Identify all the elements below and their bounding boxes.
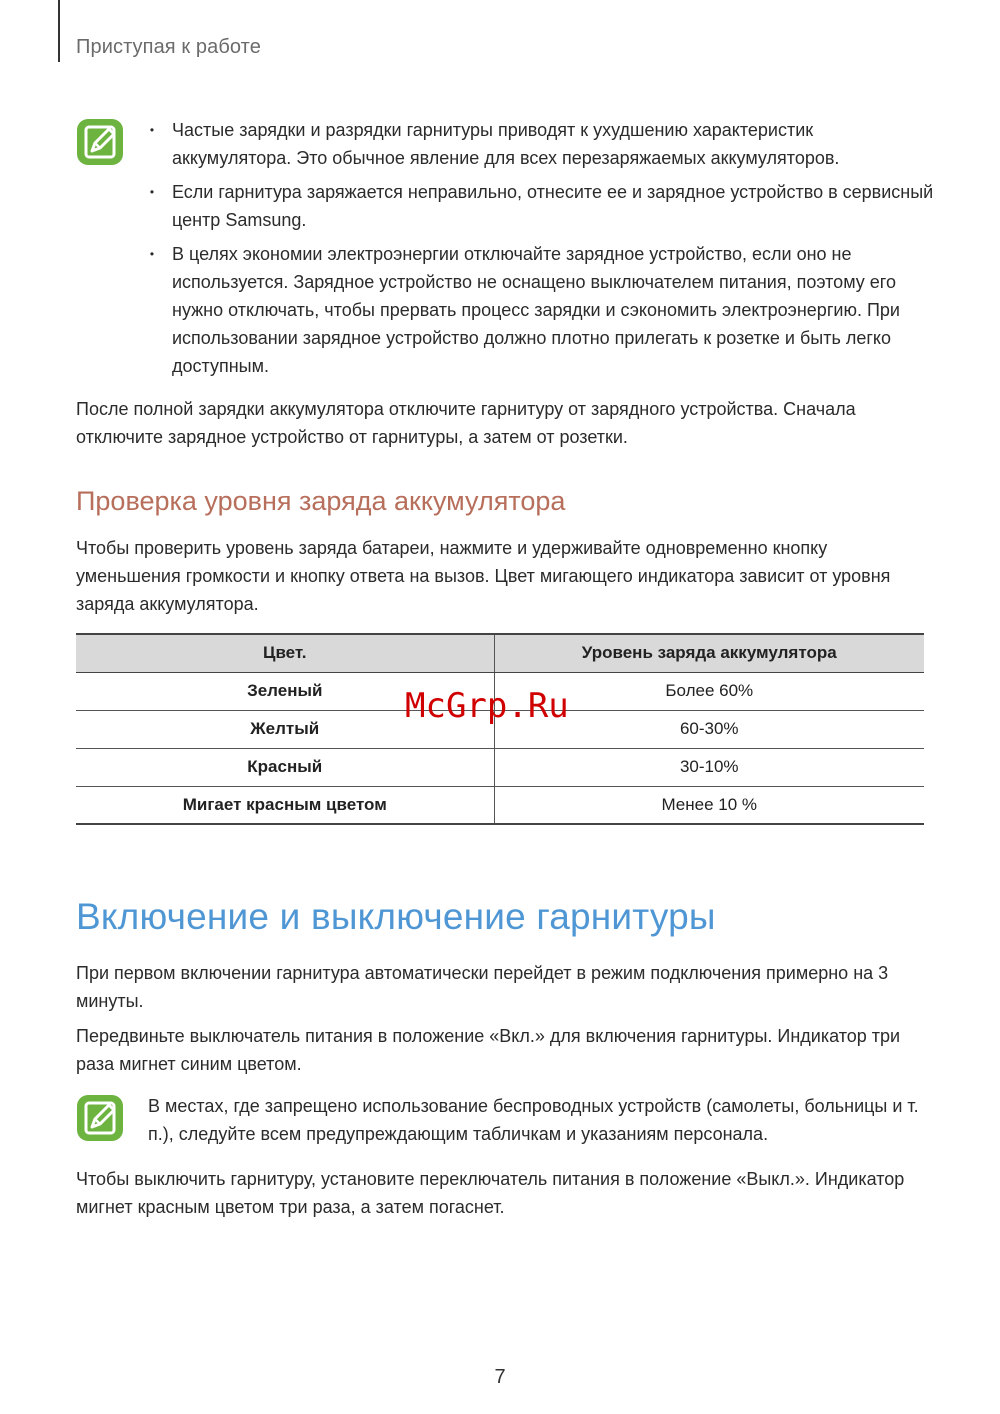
list-item: • Если гарнитура заряжается неправильно, отнесите ее и зарядное устройство в сервисный центр Samsung. xyxy=(149,182,934,230)
list-item-text: В целях экономии электроэнергии отключайте зарядное устройство, если оно не используется. Зарядное устройство не оснащено выключателем питания, поэтому его нужно отключать, чтобы прервать процесс зарядки и сэкономить электроэнергию. При использовании зарядное устройство должно плотно прилегать к розетке и быть легко доступным. xyxy=(172,244,900,376)
header-rule xyxy=(58,0,60,62)
table-cell-level: 30-10% xyxy=(494,748,924,786)
after-charge-paragraph: После полной зарядки аккумулятора отключите гарнитуру от зарядного устройства. Сначала отключите зарядное устройство от гарнитуры, а затем от розетки. xyxy=(76,399,856,447)
note-bullet-list xyxy=(145,116,935,386)
list-item-text: Частые зарядки и разрядки гарнитуры приводят к ухудшению характеристик аккумулятора. Это обычное явление для всех перезаряжаемых аккумуляторов. xyxy=(172,120,840,168)
list-item-text: Если гарнитура заряжается неправильно, отнесите ее и зарядное устройство в сервисный центр Samsung. xyxy=(172,182,934,230)
table-cell-color: Зеленый xyxy=(76,672,494,710)
table-cell-color: Желтый xyxy=(76,710,494,748)
table-row xyxy=(76,748,924,786)
table-row xyxy=(76,786,924,824)
power-heading: Включение и выключение гарнитуры xyxy=(76,896,716,937)
table-cell-level: Менее 10 % xyxy=(494,786,924,824)
table-header-row xyxy=(76,634,924,672)
battery-check-intro: Чтобы проверить уровень заряда батареи, нажмите и удерживайте одновременно кнопку уменьшения громкости и кнопку ответа на вызов. Цвет мигающего индикатора зависит от уровня заряда аккумулятора. xyxy=(76,538,891,614)
table-cell-color: Мигает красным цветом xyxy=(76,786,494,824)
table-cell-level: 60-30% xyxy=(494,710,924,748)
table-cell-level: Более 60% xyxy=(494,672,924,710)
list-item: • Частые зарядки и разрядки гарнитуры приводят к ухудшению характеристик аккумулятора. Это обычное явление для всех перезаряжаемых аккумуляторов. xyxy=(149,120,840,168)
table-header-color: Цвет. xyxy=(76,634,494,672)
note-pencil-icon xyxy=(76,118,124,166)
battery-level-table xyxy=(76,633,924,825)
note-pencil-icon xyxy=(76,1094,124,1142)
power-paragraph-2: Передвиньте выключатель питания в положение «Вкл.» для включения гарнитуры. Индикатор три раза мигнет синим цветом. xyxy=(76,1026,901,1074)
battery-check-heading: Проверка уровня заряда аккумулятора xyxy=(76,486,566,516)
list-item: • В целях экономии электроэнергии отключайте зарядное устройство, если оно не используется. Зарядное устройство не оснащено выключателем питания, поэтому его нужно отключать, чтобы прервать процесс зарядки и сэкономить электроэнергию. При использовании зарядное устройство должно плотно прилегать к розетке и быть легко доступным. xyxy=(149,244,900,376)
header-section-title: Приступая к работе xyxy=(76,36,261,58)
watermark: McGrp.Ru xyxy=(405,686,569,726)
power-note-text: В местах, где запрещено использование беспроводных устройств (самолеты, больницы и т. п.), следуйте всем предупреждающим табличкам и указаниям персонала. xyxy=(148,1096,919,1144)
table-header-level: Уровень заряда аккумулятора xyxy=(494,634,924,672)
power-paragraph-1: При первом включении гарнитура автоматически перейдет в режим подключения примерно на 3 минуты. xyxy=(76,963,889,1011)
table-cell-color: Красный xyxy=(76,748,494,786)
page-number: 7 xyxy=(494,1366,506,1388)
power-paragraph-3: Чтобы выключить гарнитуру, установите переключатель питания в положение «Выкл.». Индикатор мигнет красным цветом три раза, а затем погаснет. xyxy=(76,1169,905,1217)
